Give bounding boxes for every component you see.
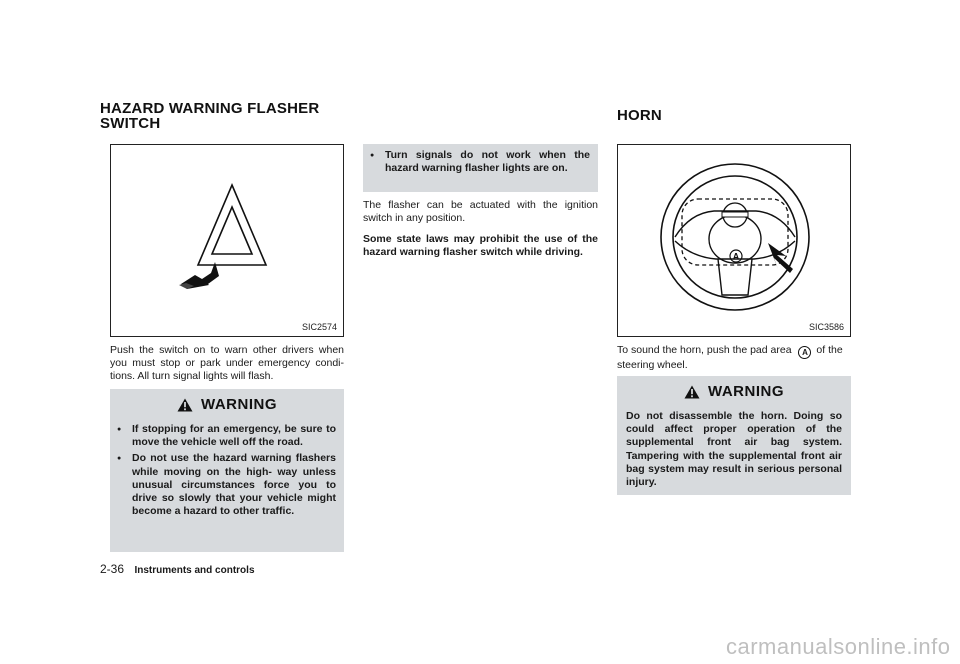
warning-title-text: WARNING bbox=[708, 383, 784, 400]
push-arrow-icon bbox=[768, 243, 793, 273]
hazard-switch-figure bbox=[110, 144, 344, 337]
section-heading-horn: HORN bbox=[617, 107, 662, 124]
hazard-warning-box bbox=[110, 389, 344, 552]
callout-a-badge bbox=[798, 346, 811, 359]
warning-title bbox=[626, 383, 842, 400]
bullet: ● bbox=[117, 455, 122, 463]
bullet: ● bbox=[370, 152, 375, 159]
svg-text:A: A bbox=[732, 251, 740, 262]
warning-icon bbox=[177, 398, 193, 412]
flasher-description: The flasher can be actuated with the ignition switch in any position. bbox=[363, 199, 598, 225]
warning-title-text: WARNING bbox=[201, 396, 277, 413]
state-law-note: Some state laws may prohibit the use of the hazard warning flasher switch while driving. bbox=[363, 233, 598, 259]
warning-icon bbox=[684, 385, 700, 399]
warning-item bbox=[363, 149, 590, 175]
warning-item-text: Turn signals do not work when the hazard warning flasher lights are on. bbox=[385, 149, 590, 175]
heading-line-2: SWITCH bbox=[100, 115, 161, 132]
steering-wheel-figure bbox=[617, 144, 851, 337]
hazard-description: Push the switch on to warn other drivers when you must stop or park under emergency condi- tions. All turn signal lights will flash. bbox=[110, 344, 344, 383]
warning-item-text: If stopping for an emergency, be sure to move the vehicle well off the road. bbox=[132, 423, 336, 449]
section-heading-hazard bbox=[100, 101, 319, 131]
page-footer bbox=[100, 560, 255, 578]
figure-code: SIC2574 bbox=[301, 322, 337, 332]
warning-item-text: Do not use the hazard warning flashers while moving on the high- way unless unusual circumstances force you to drive so slowly that your vehicle might become a hazard to other traffic. bbox=[132, 452, 336, 518]
warning-item bbox=[110, 452, 336, 518]
hazard-triangle-icon bbox=[111, 145, 343, 336]
warning-title bbox=[118, 396, 336, 413]
heading-line-1: HAZARD WARNING FLASHER bbox=[100, 100, 320, 117]
bullet: ● bbox=[117, 426, 122, 433]
page-number: 2-36 bbox=[100, 562, 125, 576]
turn-signal-warning-box bbox=[363, 144, 598, 192]
horn-warning-box bbox=[617, 376, 851, 495]
steering-wheel-icon bbox=[618, 145, 850, 336]
watermark: carmanualsonline.info bbox=[726, 634, 951, 659]
push-arrow-icon bbox=[179, 262, 219, 289]
horn-text-after: of the steering wheel. bbox=[617, 344, 843, 371]
horn-text-before: To sound the horn, push the pad area bbox=[617, 344, 792, 356]
callout-a-letter: A bbox=[802, 348, 808, 357]
horn-description bbox=[617, 344, 851, 372]
warning-item bbox=[110, 423, 336, 449]
warning-text: Do not disassemble the horn. Doing so could affect proper operation of the supplemental front air bag system. Tampering with the supplemental front air bag system may result in serious personal injury. bbox=[626, 410, 842, 489]
section-name: Instruments and controls bbox=[134, 565, 255, 576]
figure-code: SIC3586 bbox=[808, 322, 844, 332]
